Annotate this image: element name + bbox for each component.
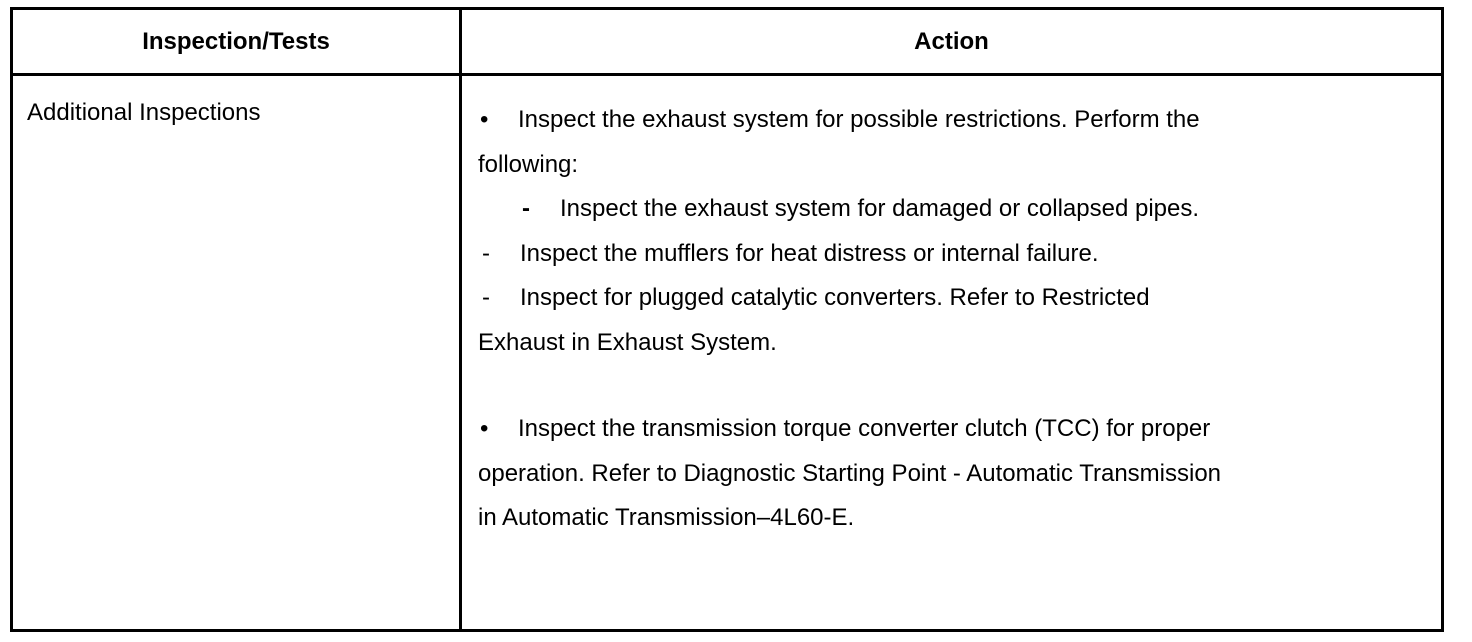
action-subitem-1 [478,187,1378,232]
action-item-1-line-1 [478,98,1378,143]
dash-marker: - [482,239,490,267]
action-subitem-3-line-1 [478,276,1378,321]
dash-marker: - [482,284,490,311]
action-subitem-3-line-2 [478,321,1378,366]
bullet-marker: • [480,415,489,442]
action-item-2-line-1 [478,407,1378,452]
header-inspection-tests: Inspection/Tests [142,27,330,55]
inspection-cell: Additional Inspections [27,99,261,126]
action-item-1-text-1: Inspect the exhaust system for possible restrictions. Perform the [518,106,1200,133]
action-subitem-3-text-2: Exhaust in Exhaust System. [478,328,777,356]
header-action: Action [914,27,989,55]
action-subitem-3-text-1: Inspect for plugged catalytic converters. Refer to Restricted [520,284,1150,311]
bullet-marker: • [480,106,489,133]
action-cell [478,98,1378,541]
dash-marker: - [522,195,530,222]
action-subitem-2 [478,232,1378,277]
action-item-2-line-2 [478,452,1378,497]
action-item-2-text-2: operation. Refer to Diagnostic Starting Point - Automatic Transmission [478,459,1222,487]
column-divider [459,10,462,629]
action-item-1-text-2: following: [478,150,579,178]
action-subitem-2-text: Inspect the mufflers for heat distress or internal failure. [520,239,1099,267]
action-subitem-1-text: Inspect the exhaust system for damaged or collapsed pipes. [560,195,1200,222]
header-divider [13,73,1441,76]
action-item-1-line-2 [478,143,1378,188]
action-item-2-text-1: Inspect the transmission torque converter clutch (TCC) for proper [518,415,1211,442]
inspection-table [10,7,1444,632]
action-item-2-text-3: in Automatic Transmission–4L60-E. [478,504,855,531]
spacer [478,365,1378,407]
action-item-2-line-3 [478,496,1378,541]
